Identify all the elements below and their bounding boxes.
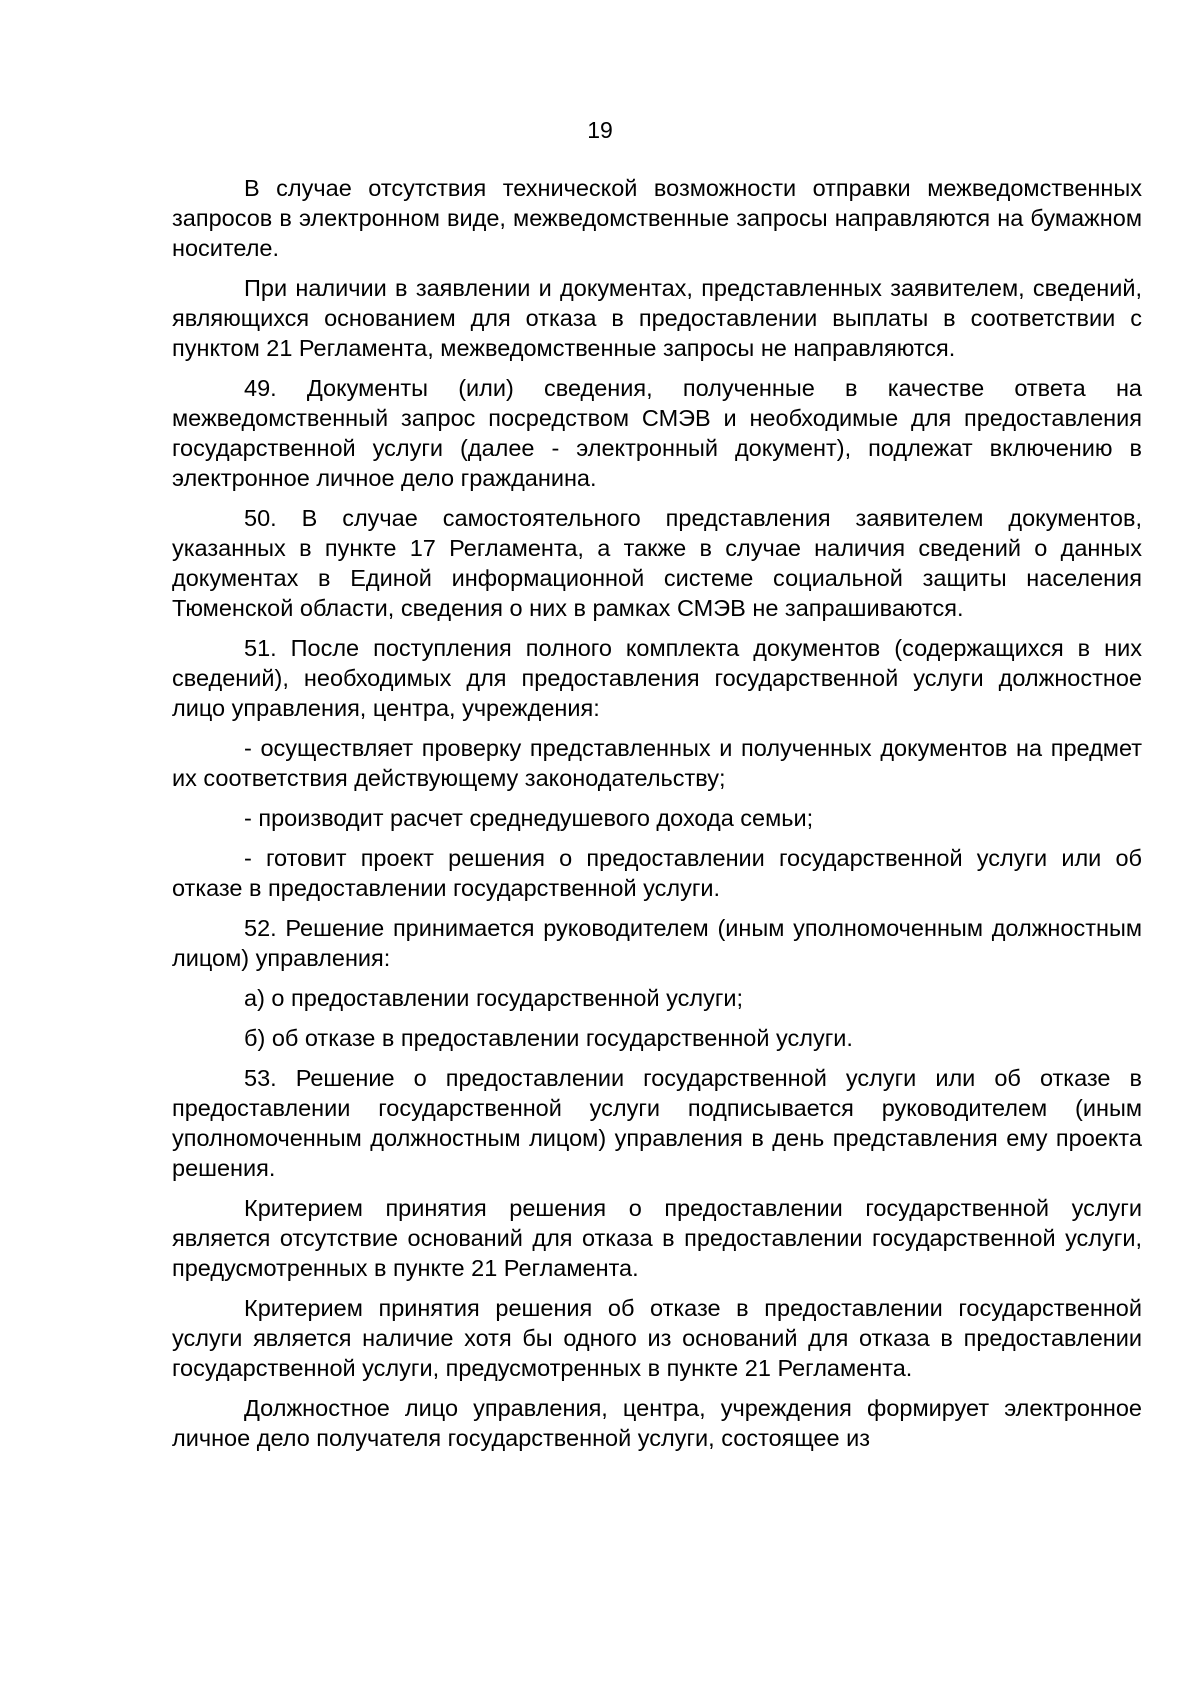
paragraph-refusal-criterion: Критерием принятия решения об отказе в предоставлении государственной услуги является наличие хотя бы одного из оснований для отказа в предоставлении государственной услуги, предусмотренных в пункте 21 Регламента. [172,1295,1142,1381]
paragraph-interagency-paper-requests: В случае отсутствия технической возможности отправки межведомственных запросов в электронном виде, межведомственные запросы направляются на бумажном носителе. [172,175,1142,261]
paragraph-electronic-file: Должностное лицо управления, центра, учреждения формирует электронное личное дело получателя государственной услуги, состоящее из [172,1395,1142,1451]
paragraph-51: 51. После поступления полного комплекта документов (содержащихся в них сведений), необходимых для предоставления государственной услуги должностное лицо управления, центра, учреждения: [172,635,1142,721]
document-body [172,173,1142,1453]
paragraph-52: 52. Решение принимается руководителем (иным уполномоченным должностным лицом) управления: [172,915,1142,971]
paragraph-grant-criterion: Критерием принятия решения о предоставлении государственной услуги является отсутствие оснований для отказа в предоставлении государственной услуги, предусмотренных в пункте 21 Регламента. [172,1195,1142,1281]
list-item-refusal: б) об отказе в предоставлении государственной услуги. [244,1025,853,1051]
list-item-draft-decision: - готовит проект решения о предоставлении государственной услуги или об отказе в предоставлении государственной услуги. [172,845,1142,901]
page-number: 19 [587,117,613,143]
paragraph-53: 53. Решение о предоставлении государственной услуги или об отказе в предоставлении государственной услуги подписывается руководителем (иным уполномоченным должностным лицом) управления в день представления ему проекта решения. [172,1065,1142,1181]
list-item-income-calculation: - производит расчет среднедушевого дохода семьи; [244,805,814,831]
paragraph-50: 50. В случае самостоятельного представления заявителем документов, указанных в пункте 17 Регламента, а также в случае наличия сведений о данных документах в Единой информационной системе социальной защиты населения Тюменской области, сведения о них в рамках СМЭВ не запрашиваются. [172,505,1142,621]
paragraph-49: 49. Документы (или) сведения, полученные в качестве ответа на межведомственный запрос посредством СМЭВ и необходимые для предоставления государственной услуги (далее - электронный документ), подлежат включению в электронное личное дело гражданина. [172,375,1142,491]
paragraph-requests-not-sent: При наличии в заявлении и документах, представленных заявителем, сведений, являющихся основанием для отказа в предоставлении выплаты в соответствии с пунктом 21 Регламента, межведомственные запросы не направляются. [172,275,1142,361]
list-item-grant: а) о предоставлении государственной услуги; [244,985,744,1011]
list-item-verification: - осуществляет проверку представленных и полученных документов на предмет их соответствия действующему законодательству; [172,735,1142,791]
